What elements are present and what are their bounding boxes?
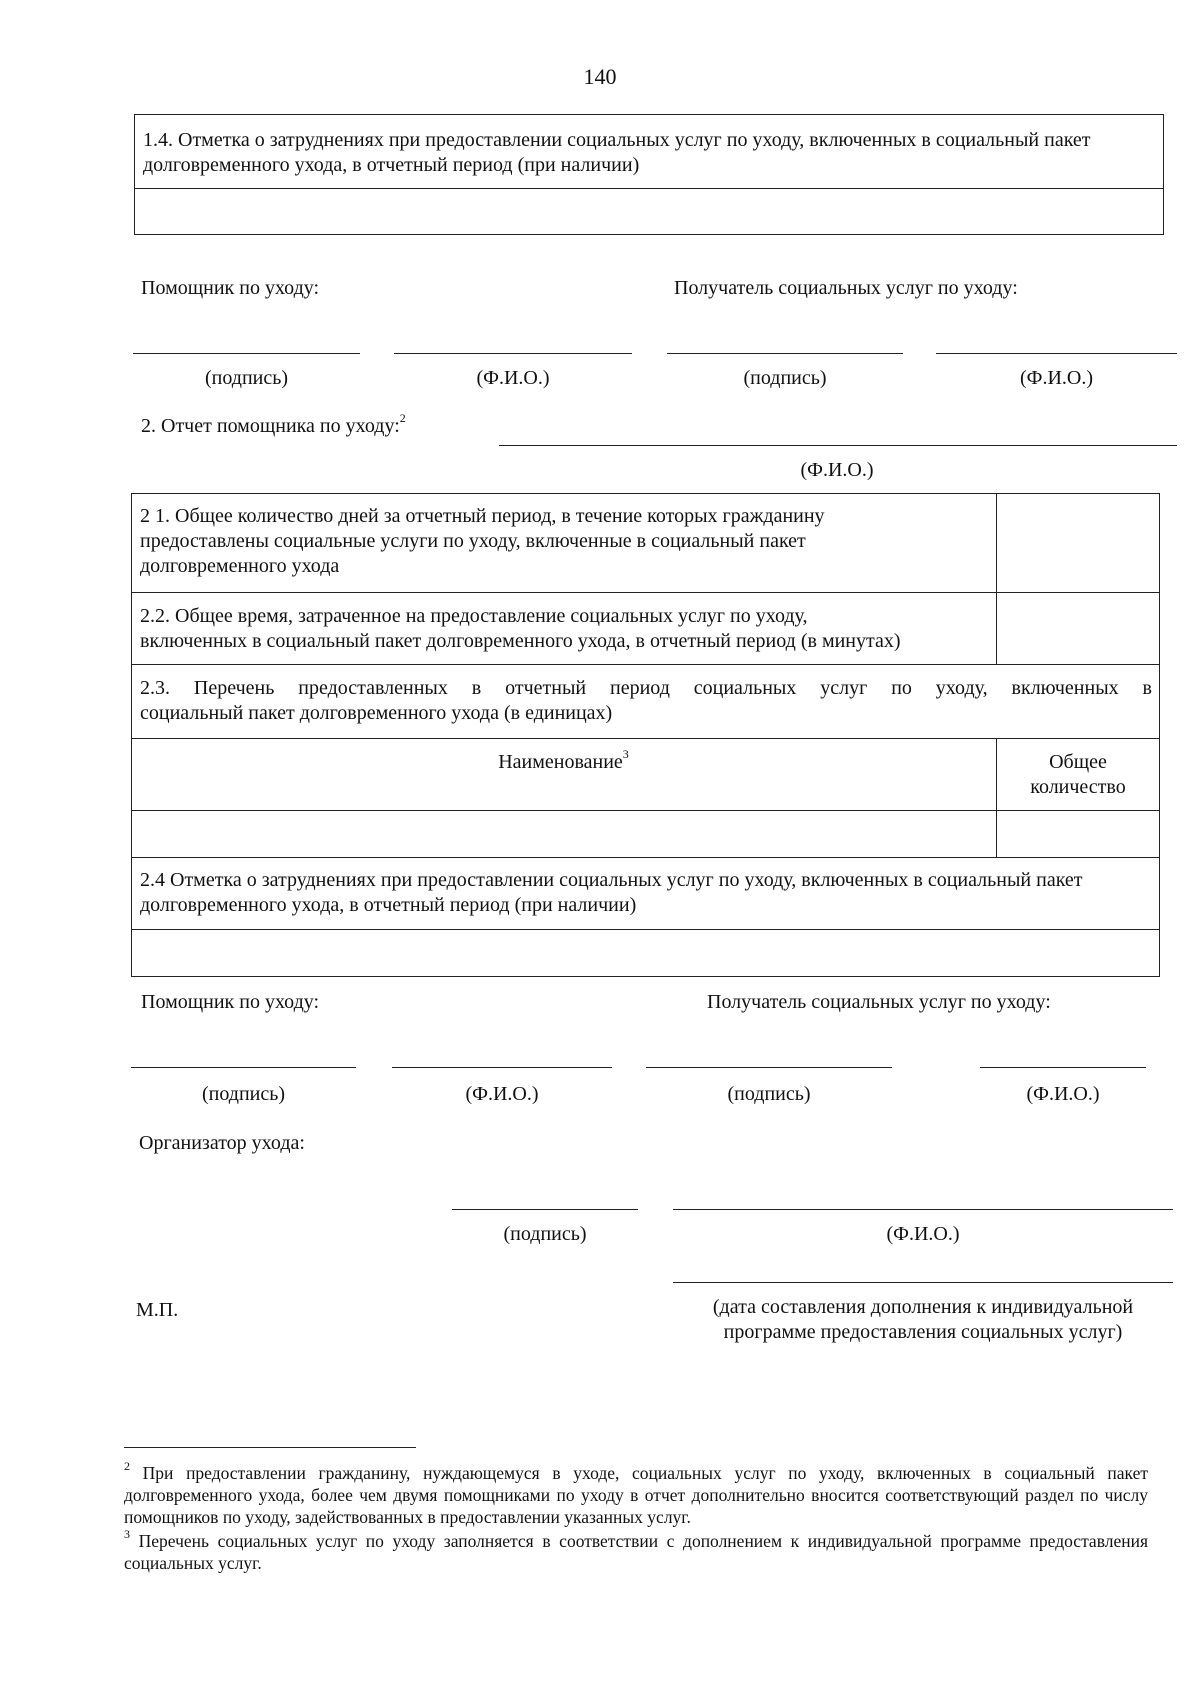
organizer-label: Организатор ухода: bbox=[139, 1132, 305, 1154]
footnote-3: $^3$ Перечень социальных услуг по уходу заполняется в соответствии с дополнением к индивидуальной программе предоставления социальных услуг. bbox=[124, 1527, 1149, 1573]
row-2-3-line-2: социальный пакет долговременного ухода (в единицах) bbox=[140, 702, 613, 724]
organizer-signature-line[interactable] bbox=[452, 1209, 638, 1210]
assistant-fio-caption-1: (Ф.И.О.) bbox=[476, 367, 550, 389]
organizer-fio-caption: (Ф.И.О.) bbox=[886, 1223, 960, 1245]
recipient-signature-caption-1: (подпись) bbox=[743, 367, 827, 389]
recipient-signature-line-1[interactable] bbox=[667, 353, 903, 354]
row-divider-2-1 bbox=[131, 592, 1160, 593]
row-2-3-line-1: 2.3. Перечень предоставленных в отчетный период социальных услуг по уходу, включенных в bbox=[140, 677, 1152, 699]
assistant-fio-line-1[interactable] bbox=[394, 353, 632, 354]
col-divider-top bbox=[996, 493, 997, 664]
service-count-cell[interactable] bbox=[1000, 814, 1156, 854]
row-2-4-value[interactable] bbox=[135, 933, 1156, 973]
recipient-signature-line-2[interactable] bbox=[646, 1067, 892, 1068]
section-1-4-divider bbox=[134, 188, 1164, 189]
row-2-1-label: 2 1. Общее количество дней за отчетный период, в течение которых гражданину предоставлены социальные услуги по уходу, включенные в социальный пакет долговременного ухода bbox=[140, 505, 825, 577]
footnote-ref-2[interactable]: 2 bbox=[399, 411, 406, 426]
footnote-2: $^2$ При предоставлении гражданину, нуждающемуся в уходе, социальных услуг по уходу, включенных в социальный пакет долговременного ухода, более чем двумя помощниками по уходу в отчет дополнительно вносится соответствующий раздел по числу помощников по уходу, задействованных в предоставлении указанных услуг. bbox=[124, 1459, 1148, 1527]
recipient-signature-caption-2: (подпись) bbox=[727, 1083, 811, 1105]
row-divider-data bbox=[131, 857, 1160, 858]
page-number: 140 bbox=[583, 64, 617, 89]
recipient-fio-line-2[interactable] bbox=[980, 1067, 1146, 1068]
column-header-name: Наименование$^3$ bbox=[498, 747, 629, 773]
assistant-label-1: Помощник по уходу: bbox=[141, 277, 320, 299]
row-divider-header bbox=[131, 810, 1160, 811]
section-1-4-text: 1.4. Отметка о затруднениях при предоставлении социальных услуг по уходу, включенных в социальный пакет долговременного ухода, в отчетный период (при наличии) bbox=[143, 129, 1091, 176]
row-2-1-value[interactable] bbox=[1000, 497, 1156, 589]
recipient-fio-line-1[interactable] bbox=[936, 353, 1177, 354]
column-header-count: Общее количество bbox=[1030, 751, 1126, 798]
assistant-signature-line-1[interactable] bbox=[133, 353, 360, 354]
row-2-2-label: 2.2. Общее время, затраченное на предоставление социальных услуг по уходу, включенных в социальный пакет долговременного ухода, в отчетный период (в минутах) bbox=[140, 605, 901, 652]
assistant-fio-caption-2: (Ф.И.О.) bbox=[465, 1083, 539, 1105]
row-2-2-value[interactable] bbox=[1000, 596, 1156, 661]
section-2-fio-caption: (Ф.И.О.) bbox=[800, 459, 874, 481]
organizer-signature-caption: (подпись) bbox=[503, 1223, 587, 1245]
recipient-label-2: Получатель социальных услуг по уходу: bbox=[707, 991, 1051, 1013]
row-divider-2-2 bbox=[131, 664, 1160, 665]
organizer-fio-line[interactable] bbox=[673, 1209, 1173, 1210]
assistant-fio-line-2[interactable] bbox=[392, 1067, 612, 1068]
date-caption: (дата составления дополнения к индивидуальной программе предоставления социальных услуг) bbox=[712, 1296, 1134, 1343]
row-2-4-text: 2.4 Отметка о затруднениях при предоставлении социальных услуг по уходу, включенных в социальный пакет долговременного ухода, в отчетный период (при наличии) bbox=[140, 869, 1083, 916]
date-line[interactable] bbox=[673, 1282, 1173, 1283]
service-name-cell[interactable] bbox=[135, 814, 992, 854]
row-divider-2-3 bbox=[131, 738, 1160, 739]
recipient-label-1: Получатель социальных услуг по уходу: bbox=[674, 277, 1018, 299]
recipient-fio-caption-2: (Ф.И.О.) bbox=[1026, 1083, 1100, 1105]
assistant-label-2: Помощник по уходу: bbox=[141, 991, 320, 1013]
assistant-signature-line-2[interactable] bbox=[131, 1067, 356, 1068]
stamp-label: М.П. bbox=[136, 1299, 179, 1321]
row-divider-2-4 bbox=[131, 929, 1160, 930]
section-2-fio-line[interactable] bbox=[499, 445, 1177, 446]
assistant-signature-caption-1: (подпись) bbox=[204, 367, 289, 389]
recipient-fio-caption-1: (Ф.И.О.) bbox=[1019, 367, 1093, 389]
assistant-signature-caption-2: (подпись) bbox=[201, 1083, 286, 1105]
section-1-4-field[interactable] bbox=[140, 194, 1158, 230]
footnote-separator bbox=[124, 1447, 416, 1448]
footnote-ref-3[interactable]: 3 bbox=[622, 747, 629, 762]
section-2-title: 2. Отчет помощника по уходу:$^2$ bbox=[141, 411, 406, 437]
